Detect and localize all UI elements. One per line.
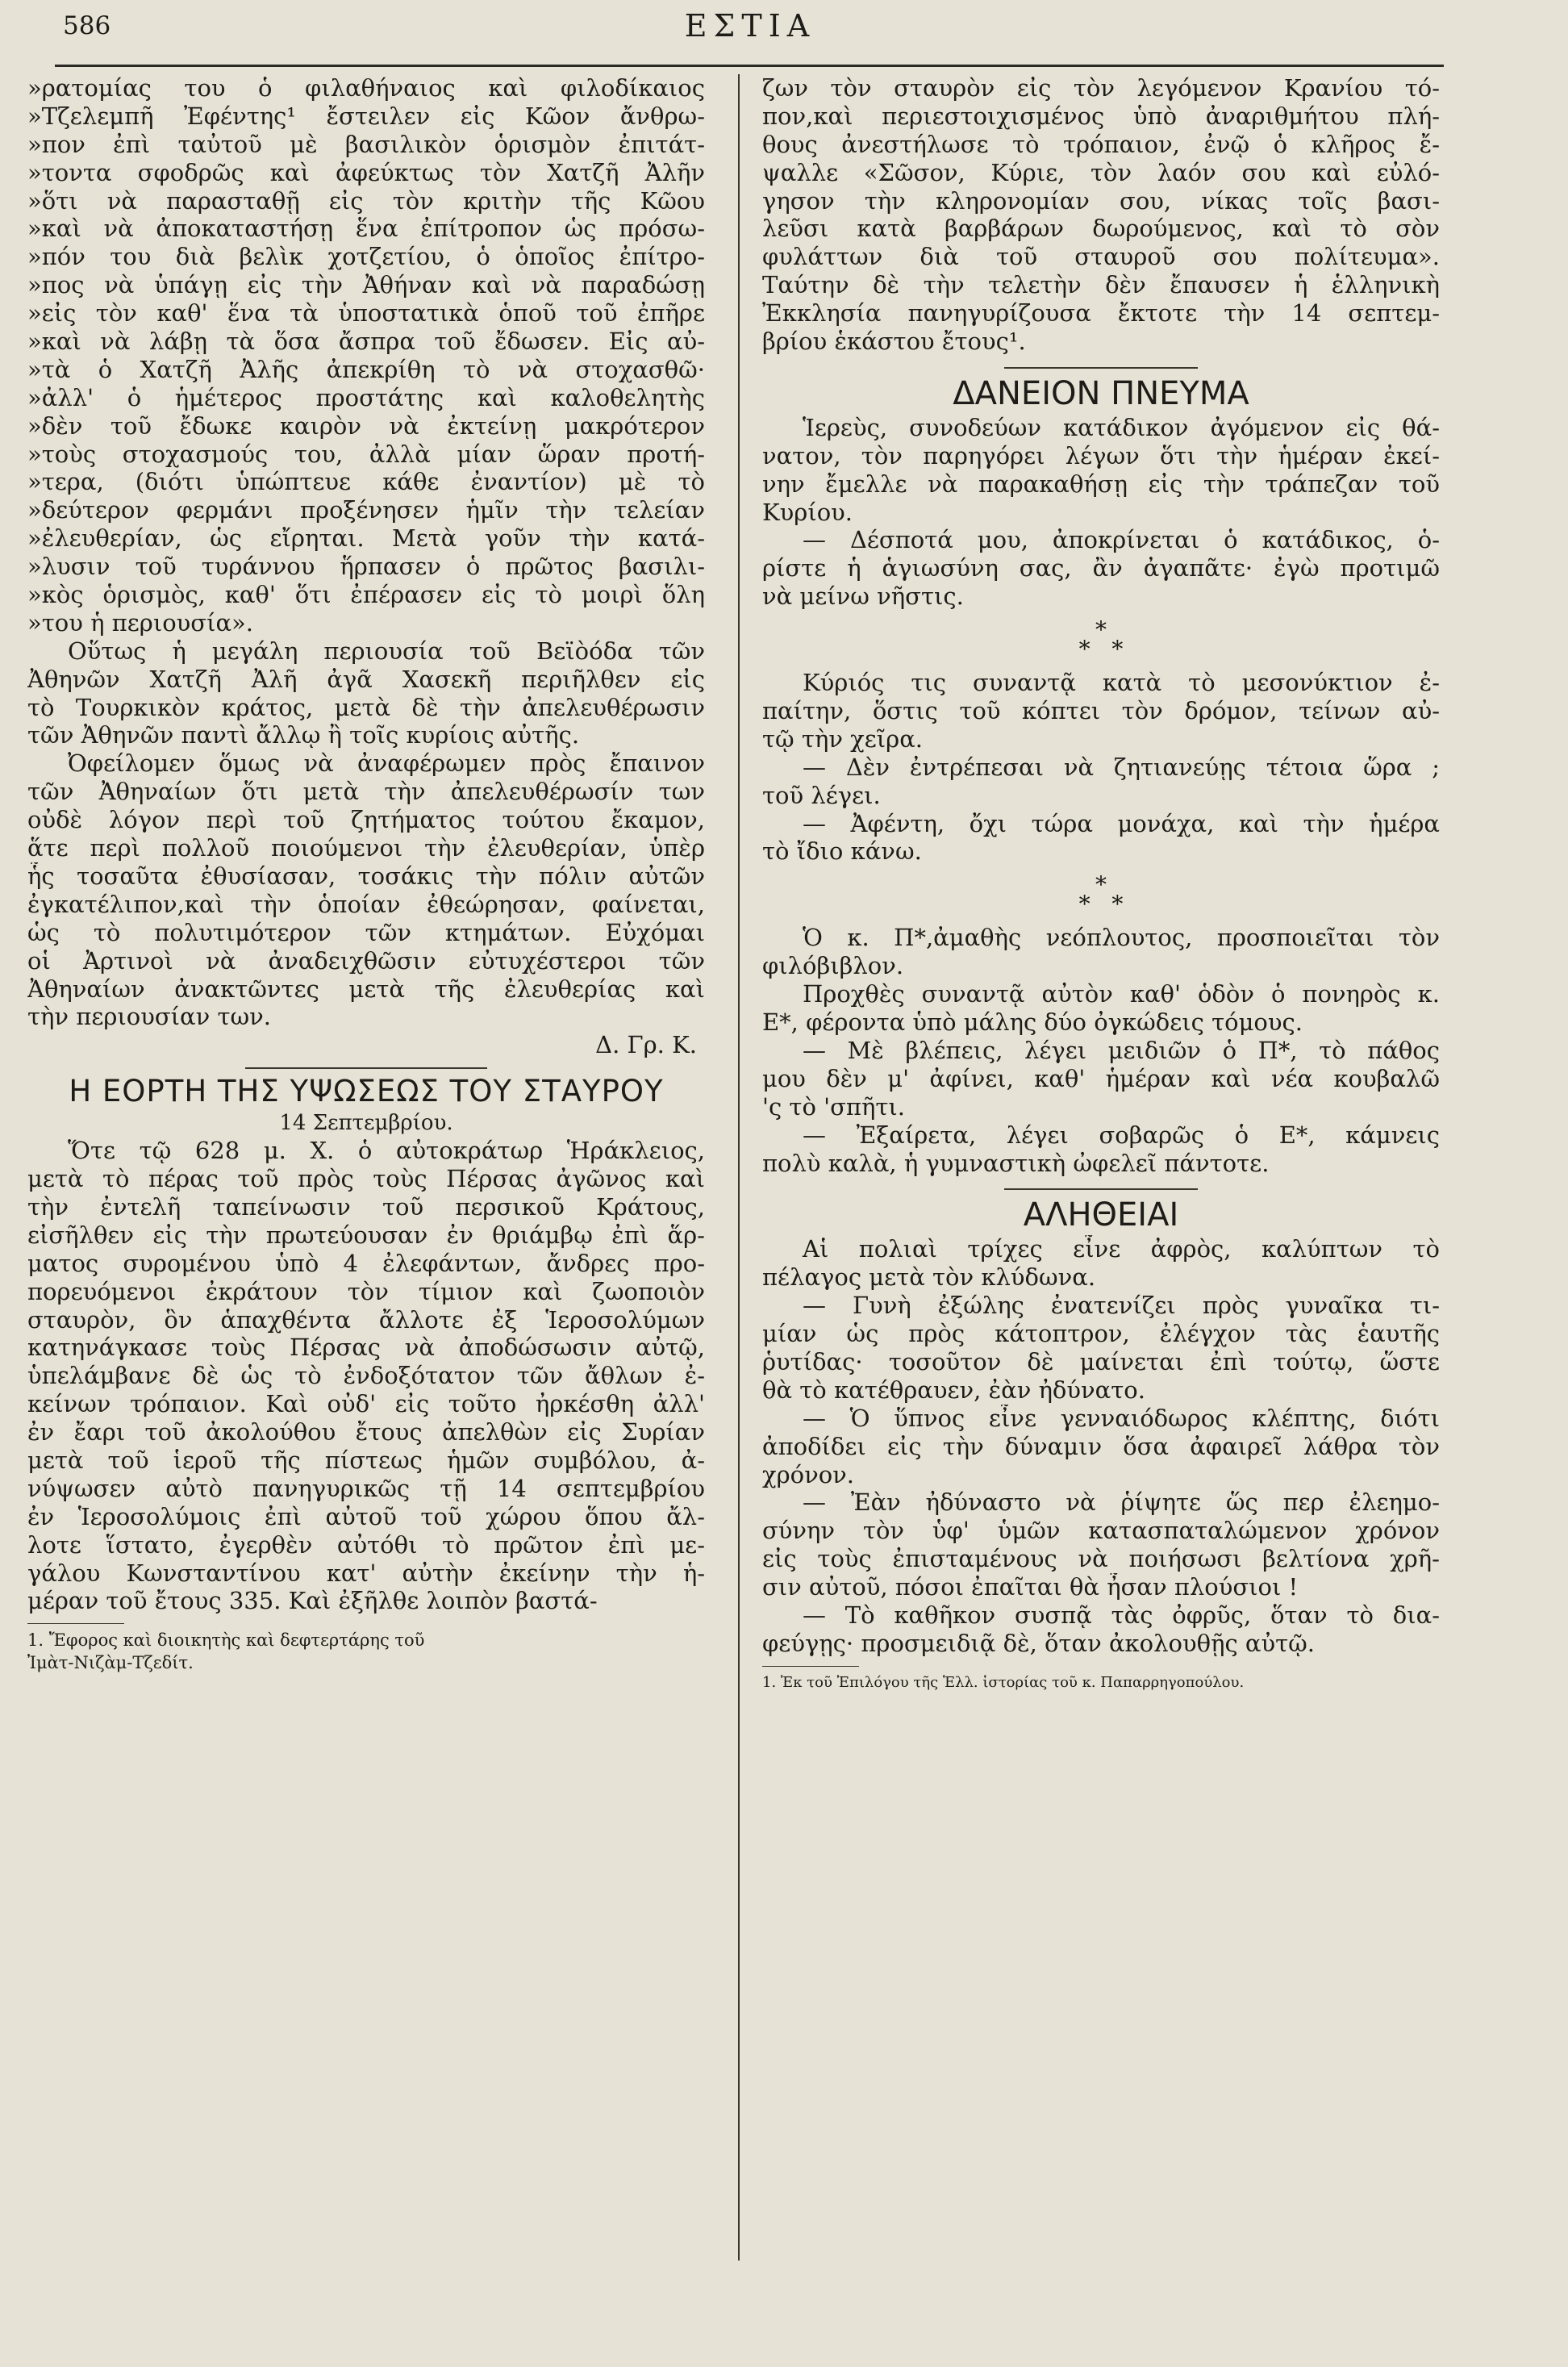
text-line: παίτην, ὅστις τοῦ κόπτει τὸν δρόμον, τείνων αὐ- [762,697,1440,725]
text-line: 'ς τὸ 'σπῆτι. [762,1092,905,1121]
right-paragraph [762,810,1440,866]
right-paragraph [762,980,1440,1037]
text-line: — Δέσποτά μου, ἀποκρίνεται ὁ κατάδικος, ὁ- [803,526,1440,554]
section-title: ΔΑΝΕΙΟΝ ΠΝΕΥΜΑ [953,374,1249,412]
text-line: 1. Ἔφορος καὶ διοικητὴς καὶ δεφτερτάρης τοῦ [27,1630,425,1651]
text-line: εἰσῆλθεν εἰς τὴν πρωτεύουσαν ἐν θριάμβῳ ἐπὶ ἅρ- [27,1221,705,1249]
text-line: Ὅτε τῷ 628 μ. Χ. ὁ αὐτοκράτωρ Ἡράκλειος, [68,1137,705,1165]
left-paragraph [27,74,705,637]
author-signature: Δ. Γρ. Κ. [595,1031,697,1059]
right-paragraph [762,924,1440,980]
text-line: Ε*, φέροντα ὑπὸ μάλης δύο ὀγκώδεις τόμους. [762,1008,1303,1037]
text-line: γησον τὴν κληρονομίαν σου, νίκας τοῖς βασι- [762,186,1440,215]
text-line: — Δὲν ἐντρέπεσαι νὰ ζητιανεύῃς τέτοια ὥρα ; [803,753,1440,781]
text-line: »ἀλλ' ὁ ἡμέτερος προστάτης καὶ καλοθελητὴς [27,383,705,411]
text-line: Κύριός τις συναντᾷ κατὰ τὸ μεσονύκτιον ἐ- [803,669,1440,697]
right-paragraph [762,1037,1440,1121]
text-line: θὰ τὸ κατέθραυεν, ἐὰν ἠδύνατο. [762,1376,1145,1404]
text-line: τὴν περιουσίαν των. [27,1003,271,1031]
text-line: κατηνάγκασε τοὺς Πέρσας νὰ ἀποδώσωσιν αὐτῷ, [27,1334,705,1362]
right-paragraph [762,669,1440,754]
text-line: λεῦσι κατὰ βαρβάρων δωρούμενος, καὶ τὸ σὸν [762,215,1440,243]
left-paragraph [27,749,705,1031]
text-line: »Τζελεμπῆ Ἐφέντης¹ ἔστειλεν εἰς Κῶον ἄνθρω- [27,102,705,130]
text-line: Κυρίου. [762,498,853,526]
text-line: Προχθὲς συναντᾷ αὐτὸν καθ' ὁδὸν ὁ πονηρὸς κ. [803,980,1440,1008]
running-title: ΕΣΤΙΑ [684,8,816,44]
left-paragraph [27,1137,705,1615]
text-line: ρίστε ἡ ἁγιωσύνη σας, ἂν ἀγαπᾶτε· ἐγὼ προτιμῶ [762,554,1440,582]
text-line: μετὰ τὸ πέρας τοῦ πρὸς τοὺς Πέρσας ἀγῶνος καὶ [27,1165,705,1193]
text-line: Ταύτην δὲ τὴν τελετὴν δὲν ἔπαυσεν ἡ ἑλληνικὴ [762,271,1440,299]
article-date: 14 Σεπτεμβρίου. [279,1111,453,1136]
right-paragraph [762,1488,1440,1601]
text-line: »εἰς τὸν καθ' ἕνα τὰ ὑποστατικὰ ὁποῦ τοῦ ἐπῆρε [27,299,705,328]
text-line: πον,καὶ περιεστοιχισμένος ὑπὸ ἀναριθμήτου πλή- [762,102,1440,130]
text-line: ὡς τὸ πολυτιμότερον τῶν κτημάτων. Εὐχόμαι [27,918,705,946]
text-line: »τοντα σφοδρῶς καὶ ἀφεύκτως τὸν Χατζῆ Ἀλῆν [27,158,705,186]
right-paragraph [762,414,1440,527]
text-line: »τερα, (διότι ὑπώπτευε κάθε ἐναντίον) μὲ τὸ [27,468,705,496]
text-line: »πον ἐπὶ ταὐτοῦ μὲ βασιλικὸν ὁρισμὸν ἐπιτάτ- [27,130,705,158]
text-line: — Τὸ καθῆκον συσπᾷ τὰς ὀφρῦς, ὅταν τὸ δια- [803,1601,1440,1629]
text-line: Ἐκκλησία πανηγυρίζουσα ἔκτοτε τὴν 14 σεπτεμ- [762,299,1440,328]
text-line: ἅτε περὶ πολλοῦ ποιούμενοι τὴν ἐλευθερίαν, ὑπὲρ [27,834,705,862]
text-line: εἰς τοὺς ἐπισταμένους νὰ ποιήσωσι βελτίονα χρῆ- [762,1545,1440,1573]
text-line: Ἀθηνῶν Χατζῆ Ἀλῆ ἀγᾶ Χασεκῆ περιῆλθεν εἰς [27,665,705,693]
text-line: »τοὺς στοχασμούς του, ἀλλὰ μίαν ὥραν προτή- [27,440,705,468]
text-line: »πόν του διὰ βελὶκ χοτζετίου, ὁ ὁποῖος ἐπίτρο- [27,243,705,271]
text-line: φεύγῃς· προσμειδιᾷ δὲ, ὅταν ἀκολουθῇς αὐτῷ. [762,1629,1316,1657]
section-rule [1004,367,1198,369]
section-rule [1004,1188,1198,1190]
text-line: τῶν Ἀθηνῶν παντὶ ἄλλῳ ἢ τοῖς κυρίοις αὐτῆς. [27,721,580,749]
text-line: μίαν ὡς πρὸς κάτοπτρον, ἐλέγχον τὰς ἑαυτῆς [762,1320,1440,1348]
right-column [762,74,1440,1694]
right-paragraph [762,1235,1440,1292]
right-footnote: 1. Ἐκ τοῦ Ἐπιλόγου τῆς Ἑλλ. ἱστορίας τοῦ κ. Παπαρρηγοπούλου. [762,1673,1245,1691]
text-line: οὐδὲ λόγον περὶ τοῦ ζητήματος τούτου ἔκαμον, [27,806,705,834]
text-line: φιλόβιβλον. [762,952,904,980]
text-line: »δὲν τοῦ ἔδωκε καιρὸν νὰ ἐκτείνῃ μακρότερον [27,411,705,440]
star-mark: * [1095,616,1107,644]
text-line: — Μὲ βλέπεις, λέγει μειδιῶν ὁ Π*, τὸ πάθος [803,1036,1440,1064]
text-line: χρόνον. [762,1460,855,1488]
text-line: Ἀθηναίων ἀνακτῶντες μετὰ τῆς ἐλευθερίας καὶ [27,975,705,1003]
text-line: »πος νὰ ὑπάγῃ εἰς τὴν Ἀθήναν καὶ νὰ παραδώσῃ [27,271,705,299]
text-line: σιν αὐτοῦ, πόσοι ἐπαῖται θὰ ἦσαν πλούσιοι ! [762,1573,1299,1601]
right-paragraph [762,1292,1440,1405]
page-header [56,6,1444,55]
asterism [762,871,1440,918]
text-line: ψαλλε «Σῶσον, Κύριε, τὸν λαόν σου καὶ εὐλό- [762,158,1440,186]
text-line: πορευόμενοι ἐκράτουν τὸν τίμιον καὶ ζωοποιὸν [27,1277,705,1305]
text-line: σύνην τὸν ὑφ' ὑμῶν κατασπαταλώμενον χρόνον [762,1517,1440,1545]
right-paragraph [762,1405,1440,1489]
text-line: »καὶ νὰ λάβῃ τὰ ὅσα ἄσπρα τοῦ ἔδωσεν. Εἰς αὐ- [27,328,705,356]
text-line: Οὕτως ἡ μεγάλη περιουσία τοῦ Βεϊὸόδα τῶν [68,637,705,665]
section-title: ΑΛΗΘΕΙΑΙ [1023,1196,1179,1234]
text-line: τῷ τὴν χεῖρα. [762,724,923,753]
text-line: ματος συρομένου ὑπὸ 4 ἐλεφάντων, ἄνδρες προ- [27,1249,705,1277]
text-line: ἐν ἔαρι τοῦ ἀκολούθου ἔτους ἀπελθὼν εἰς Συρίαν [27,1418,705,1446]
text-line: »κὸς ὁρισμὸς, καθ' ὅτι ἐπέρασεν εἰς τὸ μοιρὶ ὅλη [27,581,705,609]
text-line: Αἱ πολιαὶ τρίχες εἶνε ἀφρὸς, καλύπτων τὸ [803,1235,1440,1263]
text-line: τῶν Ἀθηναίων ὅτι μετὰ τὴν ἀπελευθέρωσίν των [27,778,705,806]
text-line: — Ἐξαίρετα, λέγει σοβαρῶς ὁ Ε*, κάμνεις [803,1121,1440,1149]
text-line: οἱ Ἀρτινοὶ νὰ ἀναδειχθῶσιν εὐτυχέστεροι τῶν [27,946,705,975]
right-paragraph [762,1601,1440,1658]
text-line: φυλάττων διὰ τοῦ σταυροῦ σου πολίτευμα». [762,243,1440,271]
text-line: τὸ ἴδιο κάνω. [762,837,922,866]
star-mark: * [1111,636,1124,663]
text-line: — Ὁ ὕπνος εἶνε γενναιόδωρος κλέπτης, διότι [803,1404,1440,1432]
star-mark: * [1111,891,1124,918]
text-line: ἀποδίδει εἰς τὴν δύναμιν ὅσα ἀφαιρεῖ λάθρα τὸν [762,1432,1440,1460]
article-title: Η ΕΟΡΤΗ ΤΗΣ ΥΨΩΣΕΩΣ ΤΟΥ ΣΤΑΥΡΟΥ [69,1074,664,1109]
star-mark: * [1078,891,1091,918]
text-line: θους ἀνεστήλωσε τὸ τρόπαιον, ἐνῷ ὁ κλῆρος ἔ- [762,130,1440,158]
text-line: πέλαγος μετὰ τὸν κλύδωνα. [762,1263,1096,1292]
text-line: γάλου Κωνσταντίνου κατ' αὐτὴν ἐκείνην τὴν ἡ- [27,1559,705,1587]
text-line: Ὁ κ. Π*,ἀμαθὴς νεόπλουτος, προσποιεῖται τὸν [803,924,1440,952]
text-line: — Ἀφέντη, ὄχι τώρα μονάχα, καὶ τὴν ἡμέρα [803,809,1440,837]
star-mark: * [1095,871,1107,899]
right-paragraph [762,526,1440,611]
text-line: τὸ Τουρκικὸν κράτος, μετὰ δὲ τὴν ἀπελευθέρωσιν [27,693,705,721]
text-line: »δεύτερον φερμάνι προξένησεν ἡμῖν τὴν τελείαν [27,496,705,524]
text-line: ἐγκατέλιπον,καὶ τὴν ὁποίαν ἐθεώρησαν, φαίνεται, [27,890,705,918]
text-line: »του ἡ περιουσία». [27,608,253,637]
section-rule [245,1067,487,1069]
text-line: ὑπελάμβανε δὲ ὡς τὸ ἐνδοξότατον τῶν ἄθλων ἐ- [27,1362,705,1390]
text-line: μου δὲν μ' ἀφίνει, καθ' ἡμέραν καὶ νέα κουβαλῶ [762,1064,1440,1092]
text-line: »λυσιν τοῦ τυράννου ἥρπασεν ὁ πρῶτος βασιλι- [27,553,705,581]
left-footnote [27,1629,705,1674]
text-line: νύψωσεν αὐτὸ πανηγυρικῶς τῇ 14 σεπτεμβρίου [27,1474,705,1502]
text-line: κείνων τρόπαιον. Καὶ οὐδ' εἰς τοῦτο ἠρκέσθη ἀλλ' [27,1390,705,1418]
text-line: νατον, τὸν παρηγόρει λέγων ὅτι τὴν ἡμέραν ἐκεί- [762,441,1440,470]
text-line: τὴν ἐντελῆ ταπείνωσιν τοῦ περσικοῦ Κράτους, [27,1192,705,1221]
footnote-rule [762,1666,859,1667]
text-line: — Γυνὴ ἐξώλης ἐνατενίζει πρὸς γυναῖκα τι- [803,1292,1440,1320]
text-line: »ἐλευθερίαν, ὡς εἴρηται. Μετὰ γοῦν τὴν κατά- [27,524,705,553]
text-line: Ὀφείλομεν ὅμως νὰ ἀναφέρωμεν πρὸς ἔπαινον [68,749,705,778]
text-line: τοῦ λέγει. [762,781,881,809]
left-paragraph [27,637,705,750]
text-line: Ἱερεὺς, συνοδεύων κατάδικον ἀγόμενον εἰς θά- [803,413,1440,441]
text-line: μέραν τοῦ ἔτους 335. Καὶ ἐξῆλθε λοιπὸν βαστά- [27,1587,598,1615]
asterism [762,616,1440,663]
text-line: ῥυτίδας· τοσοῦτον δὲ μαίνεται ἐπὶ τούτῳ, ὥστε [762,1347,1440,1376]
right-paragraph [762,754,1440,810]
star-mark: * [1078,636,1091,663]
text-line: Ἰμὰτ-Νιζὰμ-Τζεδίτ. [27,1653,194,1673]
right-paragraph [762,74,1440,356]
text-line: ἐν Ἱεροσολύμοις ἐπὶ αὐτοῦ τοῦ χώρου ὅπου ἄλ- [27,1502,705,1530]
text-line: βρίου ἑκάστου ἔτους¹. [762,328,1026,356]
text-line: ἧς τοσαῦτα ἐθυσίασαν, τοσάκις τὴν πόλιν αὐτῶν [27,862,705,890]
text-line: »καὶ νὰ ἀποκαταστήσῃ ἕνα ἐπίτροπον ὡς πρόσω- [27,215,705,243]
left-column [27,74,705,1674]
header-rule [55,65,1444,67]
text-line: ζων τὸν σταυρὸν εἰς τὸν λεγόμενον Κρανίου τό- [762,74,1440,102]
right-paragraph [762,1121,1440,1178]
column-divider [738,74,740,2261]
footnote-rule [27,1623,124,1624]
text-line: »ὅτι νὰ παρασταθῇ εἰς τὸν κριτὴν τῆς Κῶου [27,186,705,215]
text-line: νὰ μείνω νῆστις. [762,582,964,611]
text-line: νην ἔμελλε νὰ παρακαθήσῃ εἰς τὴν τράπεζαν τοῦ [762,470,1440,498]
text-line: — Ἐὰν ἠδύναστο νὰ ῥίψητε ὥς περ ἐλεημο- [803,1488,1440,1517]
text-line: μετὰ τοῦ ἱεροῦ τῆς πίστεως ἡμῶν συμβόλου, ἀ- [27,1446,705,1474]
text-line: λοτε ἵστατο, ἐγερθὲν αὐτόθι τὸ πρῶτον ἐπὶ με- [27,1530,705,1559]
text-line: σταυρὸν, ὃν ἁπαχθέντα ἄλλοτε ἐξ Ἱεροσολύμων [27,1305,705,1334]
text-line: »τὰ ὁ Χατζῆ Ἀλῆς ἀπεκρίθη τὸ νὰ στοχασθῶ· [27,355,705,383]
page-number: 586 [63,11,111,40]
text-line: »ρατομίας του ὁ φιλαθήναιος καὶ φιλοδίκαιος [27,74,705,102]
text-line: πολὺ καλὰ, ἡ γυμναστικὴ ὠφελεῖ πάντοτε. [762,1149,1270,1177]
